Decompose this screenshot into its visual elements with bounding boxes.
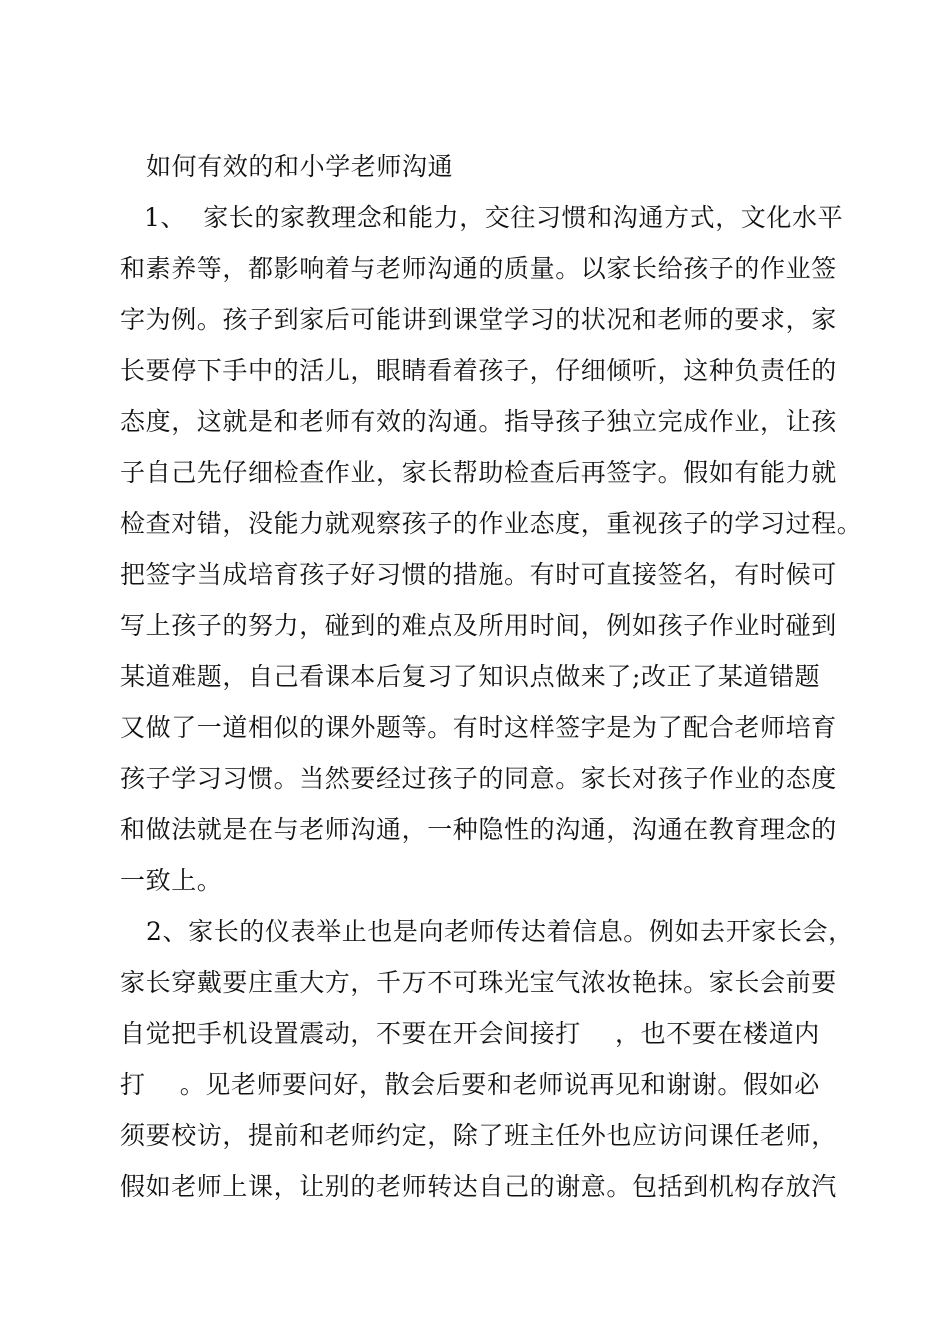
paragraph-line: 和做法就是在与老师沟通，一种隐性的沟通，沟通在教育理念的 (120, 815, 837, 844)
paragraph-line: 自觉把手机设置震动，不要在开会间接打 ，也不要在楼道内 (120, 1019, 820, 1048)
paragraph-line: 假如老师上课，让别的老师转达自己的谢意。包括到机构存放汽 (120, 1172, 837, 1201)
paragraph-line: 某道难题，自己看课本后复习了知识点做来了;改正了某道错题 (120, 662, 821, 691)
paragraph-line: 一致上。 (120, 866, 223, 895)
paragraph-line: 家长穿戴要庄重大方，千万不可珠光宝气浓妆艳抹。家长会前要 (120, 968, 837, 997)
paragraph-line: 把签字当成培育孩子好习惯的措施。有时可直接签名，有时候可 (120, 560, 837, 589)
paragraph-line: 打 。见老师要问好，散会后要和老师说再见和谢谢。假如必 (120, 1070, 820, 1099)
paragraph-line: 字为例。孩子到家后可能讲到课堂学习的状况和老师的要求，家 (120, 305, 837, 334)
paragraph-line: 写上孩子的努力，碰到的难点及所用时间，例如孩子作业时碰到 (120, 611, 837, 640)
paragraph-line: 1、 家长的家教理念和能力，交往习惯和沟通方式，文化水平 (144, 203, 844, 232)
document-title: 如何有效的和小学老师沟通 (146, 152, 454, 181)
paragraph-line: 子自己先仔细检查作业，家长帮助检查后再签字。假如有能力就 (120, 458, 837, 487)
paragraph-line: 长要停下手中的活儿，眼睛看着孩子，仔细倾听，这种负责任的 (120, 356, 837, 385)
paragraph-line: 2、家长的仪表举止也是向老师传达着信息。例如去开家长会， (146, 917, 854, 946)
paragraph-line: 孩子学习习惯。当然要经过孩子的同意。家长对孩子作业的态度 (120, 764, 837, 793)
paragraph-line: 和素养等，都影响着与老师沟通的质量。以家长给孩子的作业签 (120, 254, 837, 283)
paragraph-line: 又做了一道相似的课外题等。有时这样签字是为了配合老师培育 (120, 713, 837, 742)
paragraph-line: 态度，这就是和老师有效的沟通。指导孩子独立完成作业，让孩 (120, 407, 837, 436)
paragraph-line: 检查对错，没能力就观察孩子的作业态度，重视孩子的学习过程。 (120, 509, 863, 538)
paragraph-line: 须要校访，提前和老师约定，除了班主任外也应访问课任老师， (120, 1121, 837, 1150)
